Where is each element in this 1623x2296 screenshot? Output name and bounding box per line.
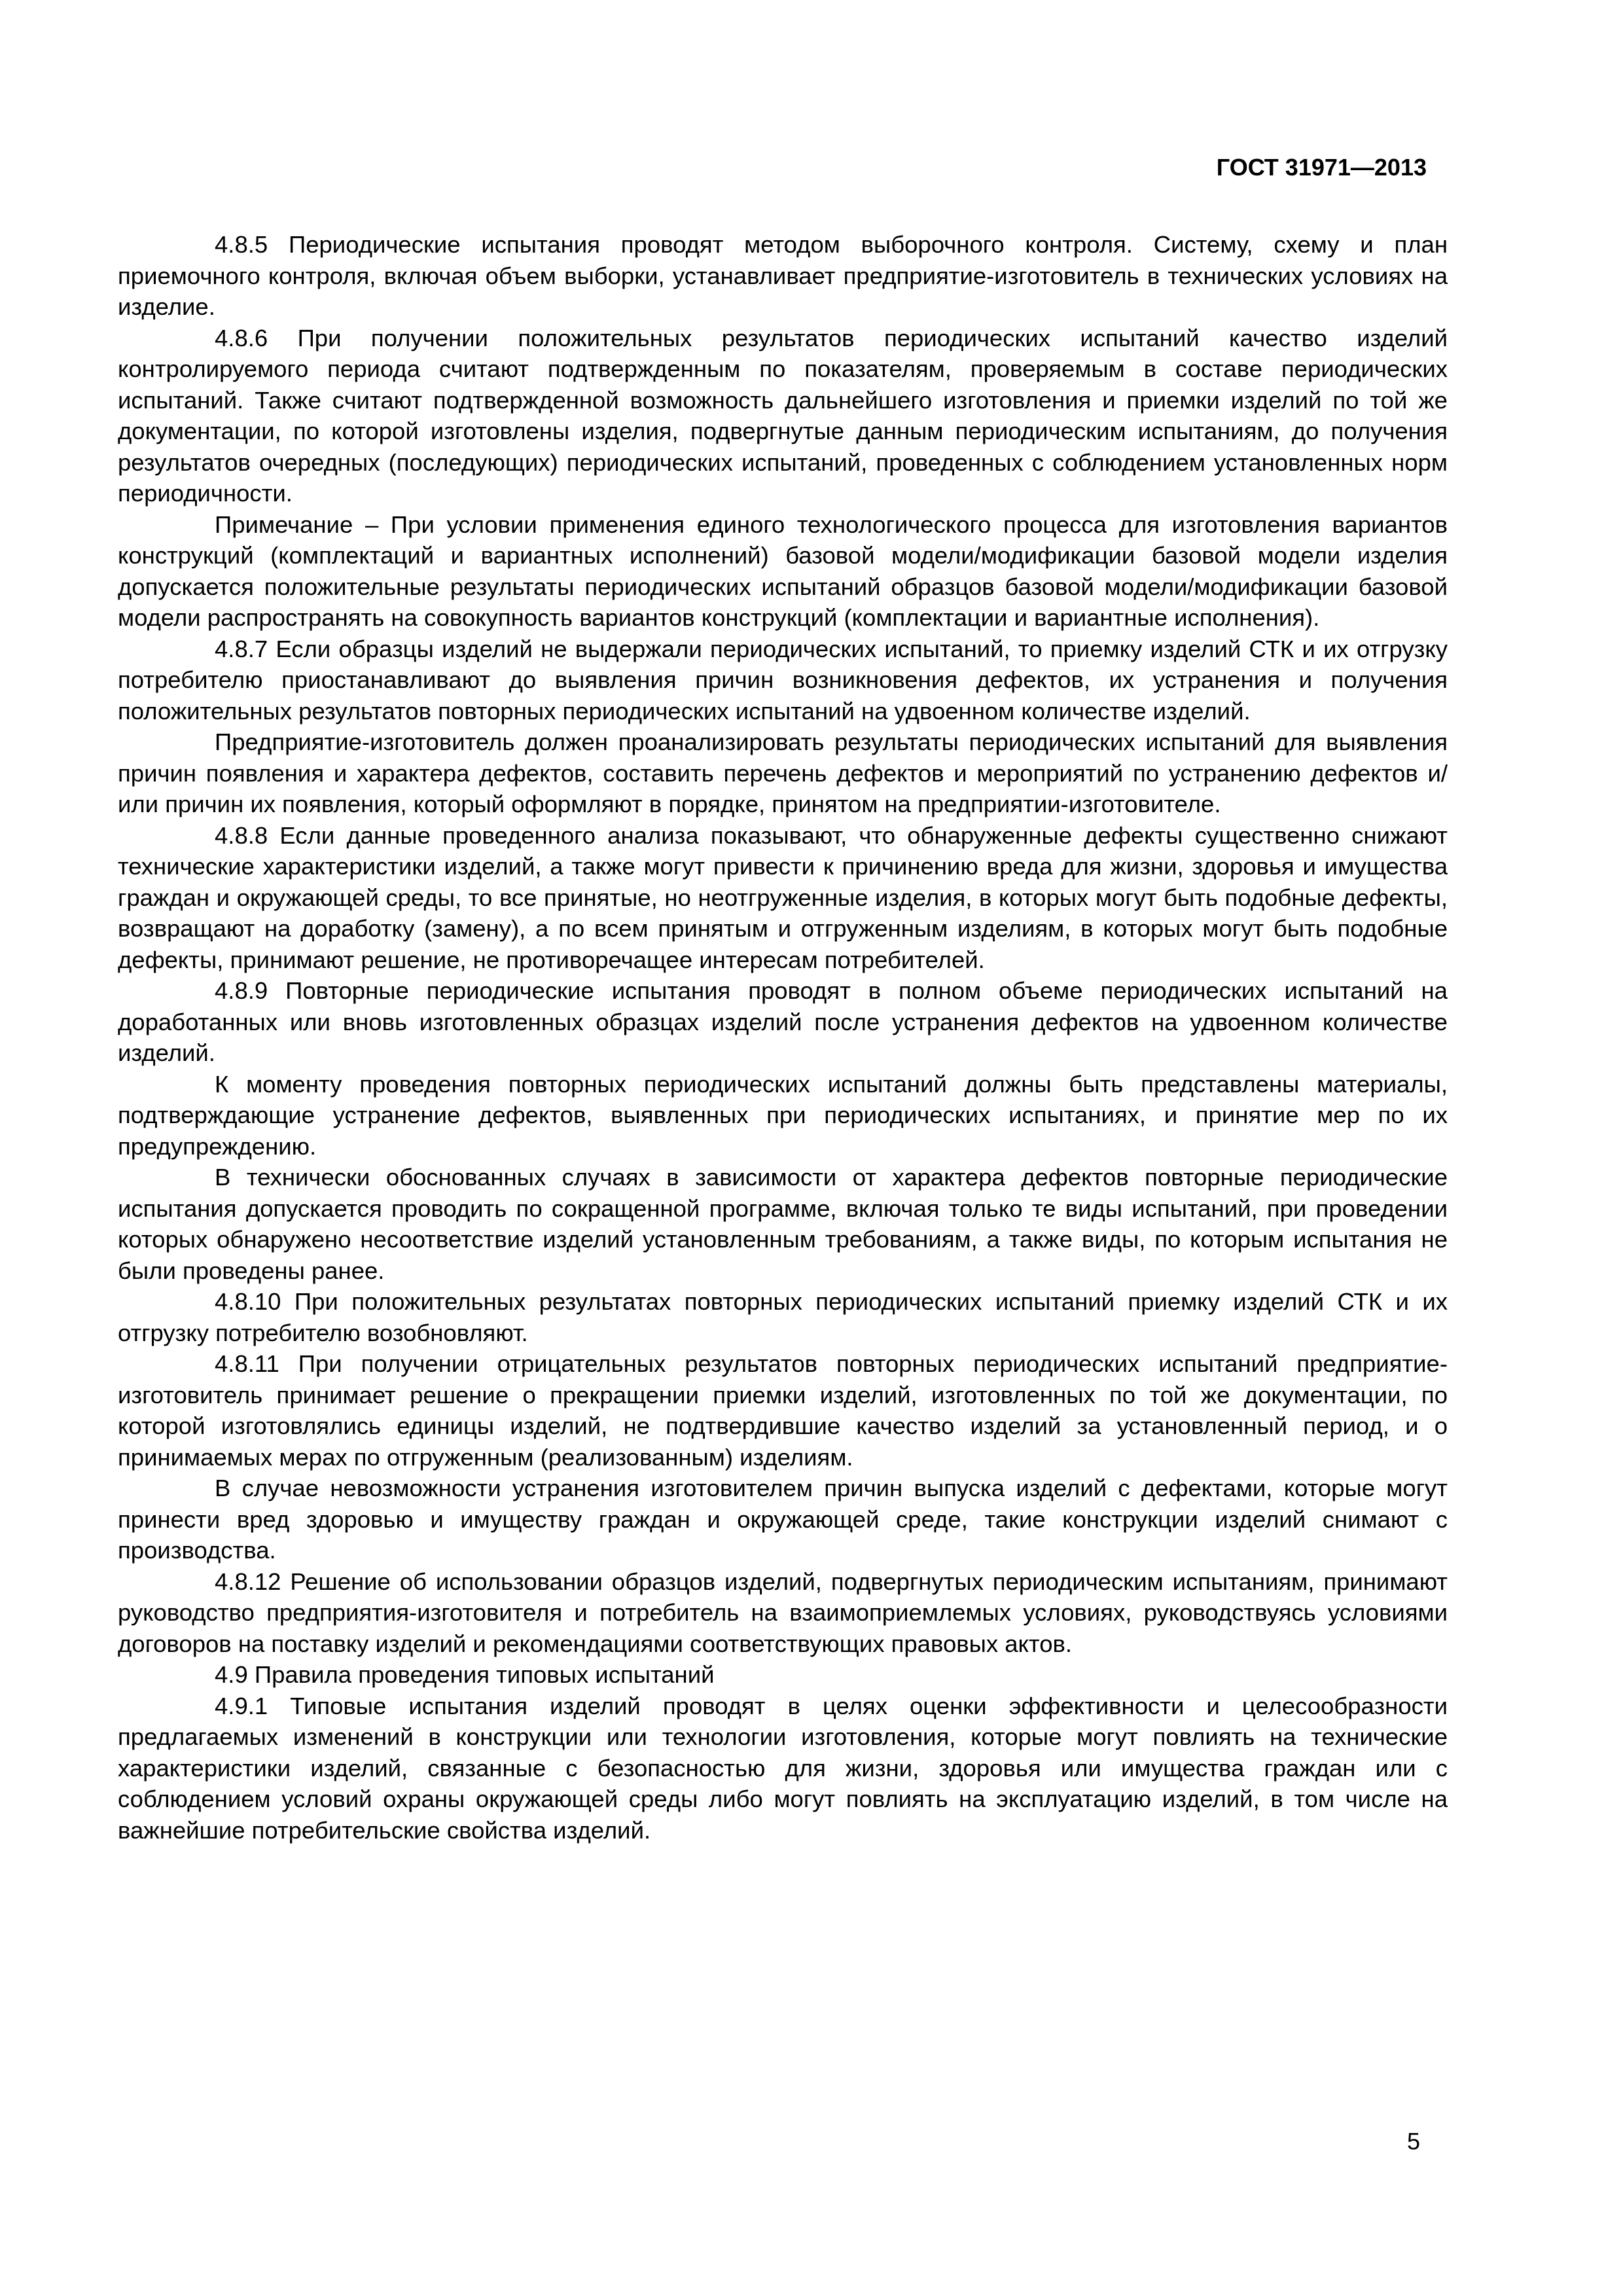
paragraph-4-8-6: 4.8.6 При получении положительных результатов периодических испытаний качество изделий контролируемого периода считают подтвержденным по показателям, проверяемым в составе периодических испытаний. Также считают подтвержденной возможность дальнейшего изготовления и приемки изделий по той же документации, по которой изготовлены изделия, подвергнутые данным периодическим испытаниям, до получения результатов очередных (последующих) периодических испытаний, проведенных с соблюдением установленных норм периодичности. (118, 324, 1448, 507)
paragraph-4-8-12: 4.8.12 Решение об использовании образцов изделий, подвергнутых периодическим испытаниям, принимают руководство предприятия-изготовителя и потребитель на взаимоприемлемых условиях, руководствуясь условиями договоров на поставку изделий и рекомендациями соответствующих правовых актов. (118, 1568, 1448, 1657)
paragraph-4-8-5: 4.8.5 Периодические испытания проводят методом выборочного контроля. Систему, схему и план приемочного контроля, включая объем выборки, устанавливает предприятие-изготовитель в технических условиях на изделие. (118, 231, 1448, 320)
paragraph-4-8-9: 4.8.9 Повторные периодические испытания проводят в полном объеме периодических испытаний на доработанных или вновь изготовленных образцах изделий после устранения дефектов на удвоенном количестве изделий. (118, 977, 1448, 1066)
paragraph-4-9-1: 4.9.1 Типовые испытания изделий проводят в целях оценки эффективности и целесообразности предлагаемых изменений в конструкции или технологии изготовления, которые могут повлиять на технические характеристики изделий, связанные с безопасностью для жизни, здоровья или имущества граждан или с соблюдением условий охраны окружающей среды либо могут повлиять на эксплуатацию изделий, в том числе на важнейшие потребительские свойства изделий. (118, 1692, 1448, 1844)
page-number: 5 (1406, 2128, 1420, 2155)
paragraph-4-8-9-reduced-program: В технически обоснованных случаях в зависимости от характера дефектов повторные периодические испытания допускается проводить по сокращенной программе, включая только те виды испытаний, при проведении которых обнаружено несоответствие изделий установленным требованиям, а также виды, по которым испытания не были проведены ранее. (118, 1164, 1448, 1284)
paragraph-4-8-9-materials: К моменту проведения повторных периодических испытаний должны быть представлены материалы, подтверждающие устранение дефектов, выявленных при периодических испытаниях, и принятие мер по их предупреждению. (118, 1070, 1448, 1160)
paragraph-note: Примечание – При условии применения единого технологического процесса для изготовления вариантов конструкций (комплектаций и вариантных исполнений) базовой модели/модификации базовой модели изделия допускается положительные результаты периодических испытаний образцов базовой модели/модификации базовой модели распространять на совокупность вариантов конструкций (комплектации и вариантные исполнения). (118, 511, 1448, 631)
paragraph-4-8-10: 4.8.10 При положительных результатах повторных периодических испытаний приемку изделий СТК и их отгрузку потребителю возобновляют. (118, 1288, 1448, 1346)
paragraph-4-8-11-removal: В случае невозможности устранения изготовителем причин выпуска изделий с дефектами, которые могут принести вред здоровью и имуществу граждан и окружающей среде, такие конструкции изделий снимают с производства. (118, 1475, 1448, 1564)
document-body (118, 229, 1448, 1846)
paragraph-4-8-7: 4.8.7 Если образцы изделий не выдержали периодических испытаний, то приемку изделий СТК и их отгрузку потребителю приостанавливают до выявления причин возникновения дефектов, их устранения и получения положительных результатов повторных периодических испытаний на удвоенном количестве изделий. (118, 635, 1448, 725)
standard-code-header: ГОСТ 31971—2013 (1216, 154, 1427, 181)
paragraph-4-8-11: 4.8.11 При получении отрицательных результатов повторных периодических испытаний предприятие-изготовитель принимает решение о прекращении приемки изделий, изготовленных по той же документации, по которой изготовлялись единицы изделий, не подтвердившие качество изделий за установленный период, и о принимаемых мерах по отгруженным (реализованным) изделиям. (118, 1350, 1448, 1471)
paragraph-4-8-8: 4.8.8 Если данные проведенного анализа показывают, что обнаруженные дефекты существенно снижают технические характеристики изделий, а также могут привести к причинению вреда для жизни, здоровья и имущества граждан и окружающей среды, то все принятые, но неотгруженные изделия, в которых могут быть подобные дефекты, возвращают на доработку (замену), а по всем принятым и отгруженным изделиям, в которых могут быть подобные дефекты, принимают решение, не противоречащее интересам потребителей. (118, 821, 1448, 973)
section-heading-4-9: 4.9 Правила проведения типовых испытаний (215, 1661, 715, 1688)
paragraph-4-8-7-analysis: Предприятие-изготовитель должен проанализировать результаты периодических испытаний для выявления причин появления и характера дефектов, составить перечень дефектов и мероприятий по устранению дефектов и/или причин их появления, который оформляют в порядке, принятом на предприятии-изготовителе. (118, 728, 1448, 817)
